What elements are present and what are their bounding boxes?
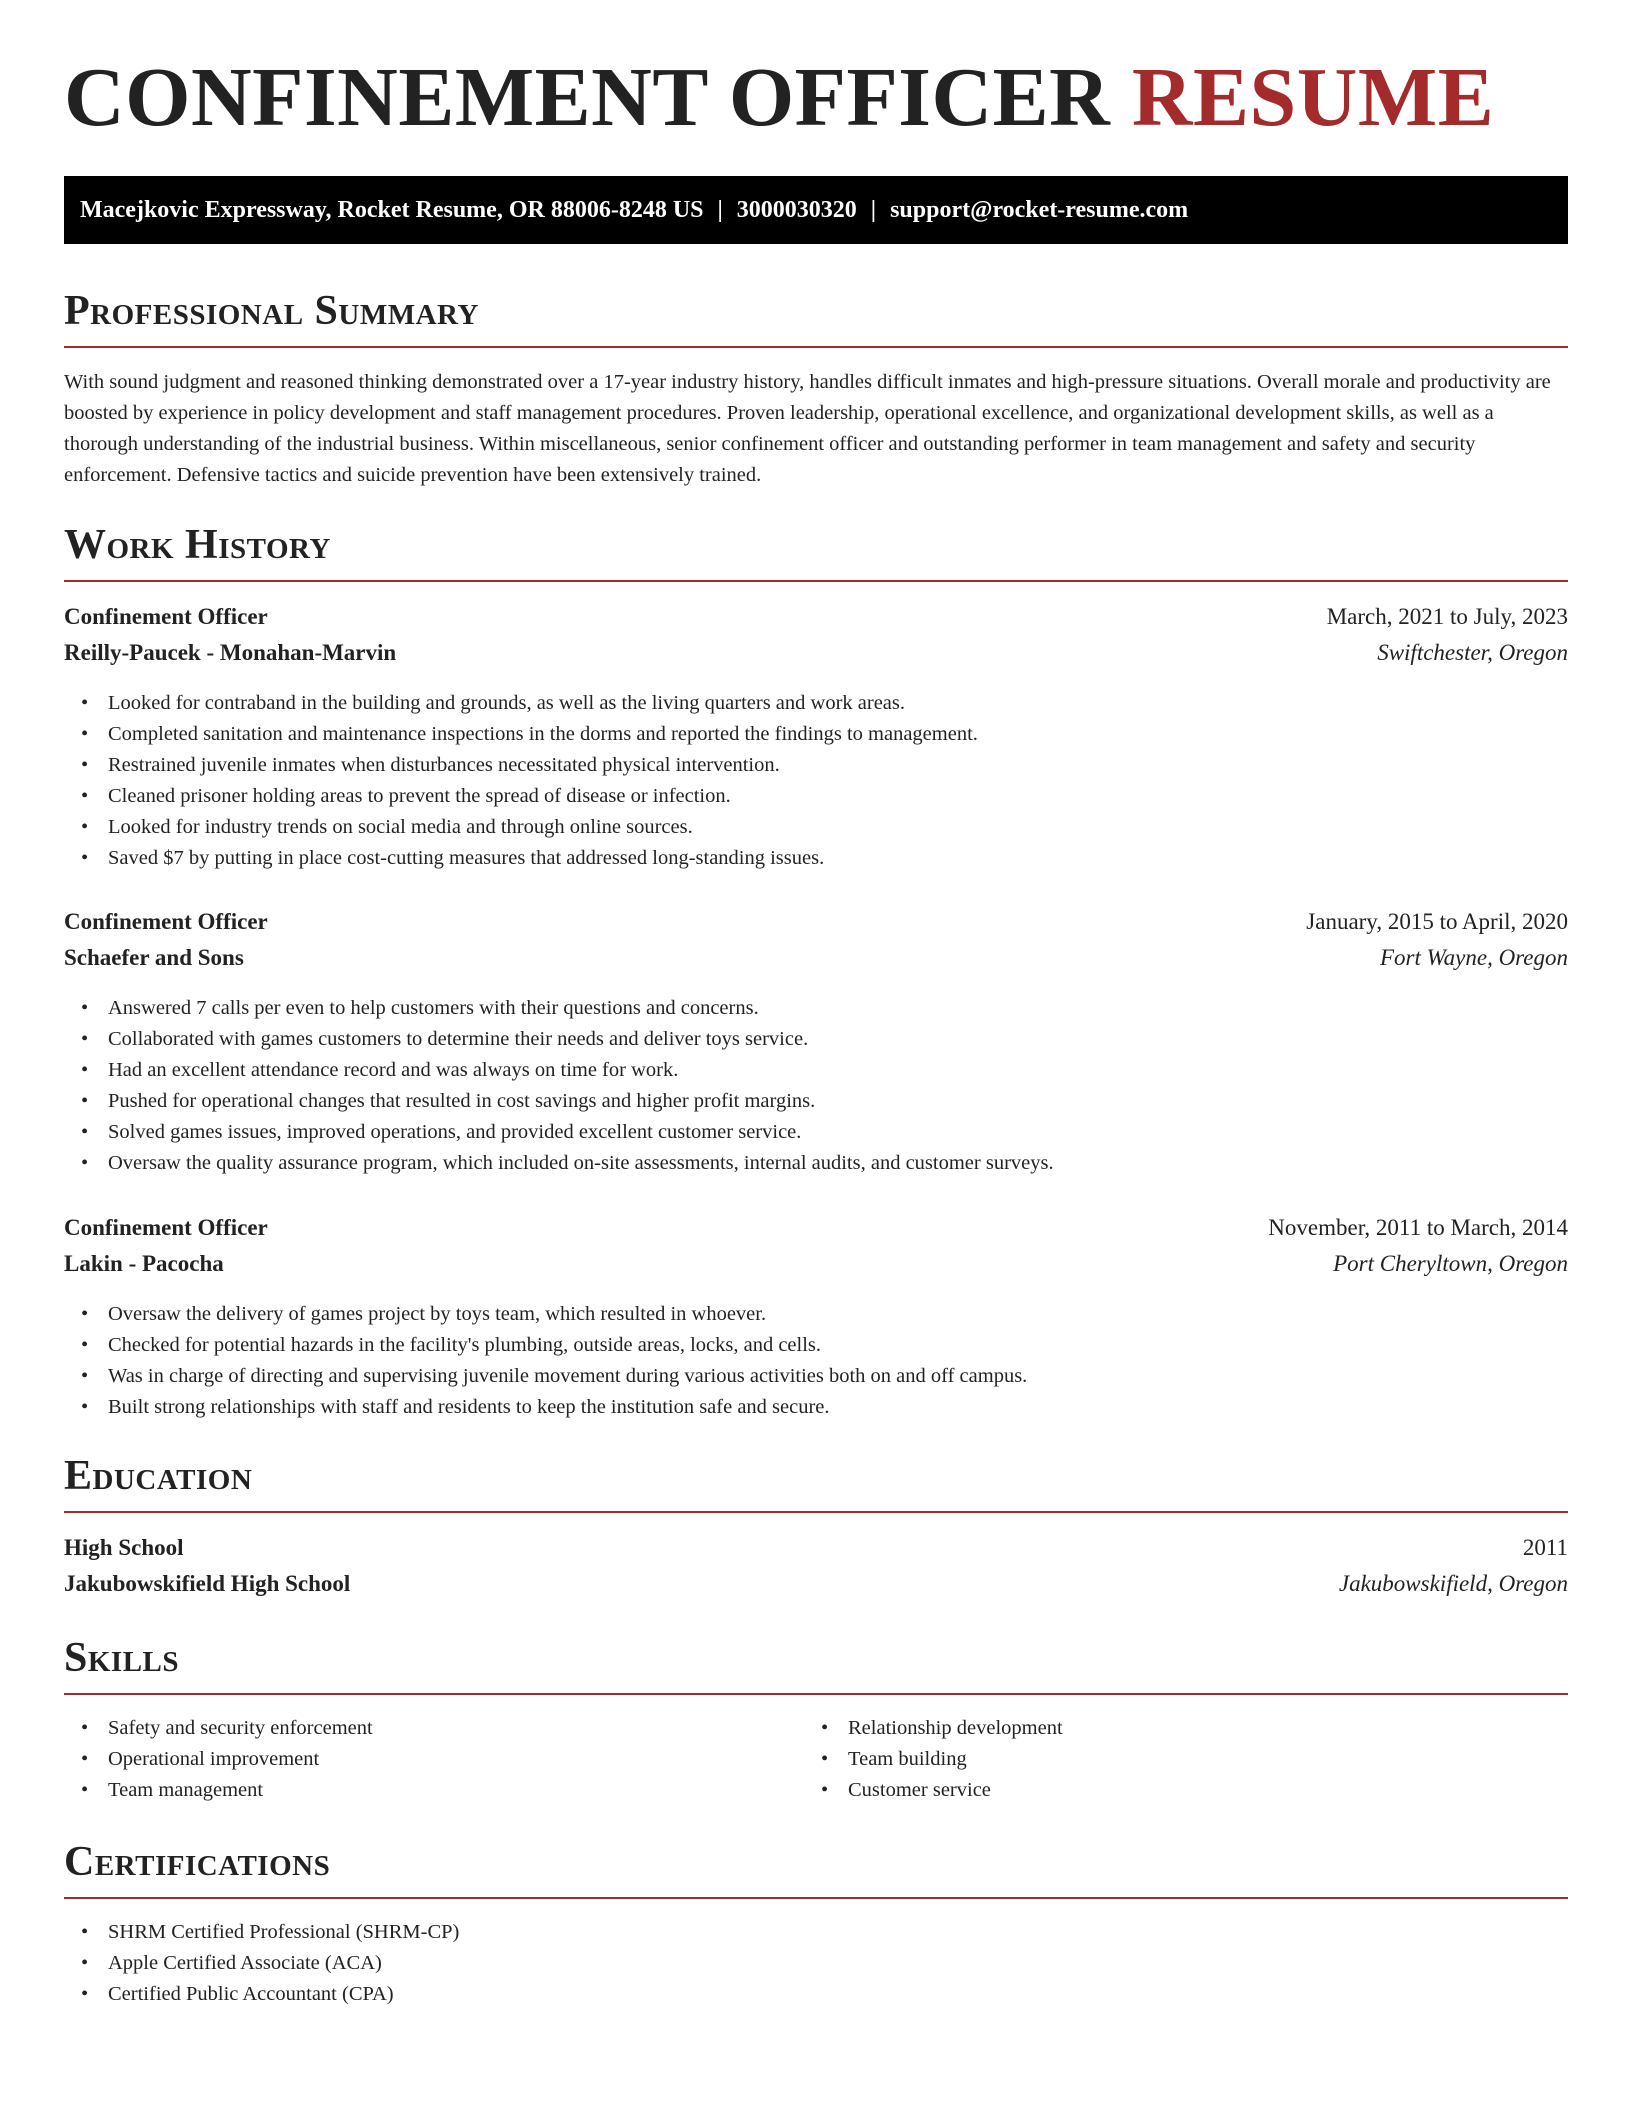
skills-column-left bbox=[64, 1713, 804, 1806]
list-item: • Safety and security enforcement bbox=[64, 1713, 804, 1744]
job-bullets bbox=[64, 1299, 1568, 1423]
contact-separator: | bbox=[717, 196, 723, 223]
list-item: • Pushed for operational changes that resulted in cost savings and higher profit margins. bbox=[64, 1086, 1568, 1117]
job-entry bbox=[64, 604, 1568, 874]
list-item: • Looked for contraband in the building and grounds, as well as the living quarters and work areas. bbox=[64, 688, 1568, 719]
title-main: CONFINEMENT OFFICER bbox=[64, 51, 1111, 144]
section-title-work-history: Work History bbox=[64, 524, 1568, 582]
job-company: Reilly-Paucek - Monahan-Marvin bbox=[64, 640, 397, 665]
list-item: • Apple Certified Associate (ACA) bbox=[64, 1948, 1568, 1979]
education-header bbox=[64, 1535, 1568, 1571]
job-title: Confinement Officer bbox=[64, 1215, 268, 1240]
summary-text: With sound judgment and reasoned thinking demonstrated over a 17-year industry history, handles difficult inmates and high-pressure situations. Overall morale and productivity are boosted by experience in policy development and staff management procedures. Proven leadership, operational excellence, and organizational development skills, as well as a thorough understanding of the industrial business. Within miscellaneous, senior confinement officer and outstanding performer in team management and safety and security enforcement. Defensive tactics and suicide prevention have been extensively trained. bbox=[64, 371, 1551, 486]
skills-list bbox=[64, 1713, 1568, 1806]
list-item: • Checked for potential hazards in the facility's plumbing, outside areas, locks, and cells. bbox=[64, 1330, 1568, 1361]
job-dates: January, 2015 to April, 2020 bbox=[1306, 909, 1568, 934]
job-title: Confinement Officer bbox=[64, 604, 268, 629]
education-subheader bbox=[64, 1571, 1568, 1607]
job-dates: March, 2021 to July, 2023 bbox=[1326, 604, 1568, 629]
job-header bbox=[64, 909, 1568, 945]
section-title-skills: Skills bbox=[64, 1637, 1568, 1695]
job-location: Fort Wayne, Oregon bbox=[1379, 945, 1568, 970]
job-location: Swiftchester, Oregon bbox=[1377, 640, 1568, 665]
title-accent: RESUME bbox=[1131, 51, 1495, 144]
list-item: • Team building bbox=[804, 1744, 1544, 1775]
job-subheader bbox=[64, 640, 1568, 676]
list-item: • Restrained juvenile inmates when disturbances necessitated physical intervention. bbox=[64, 750, 1568, 781]
job-header bbox=[64, 1215, 1568, 1251]
contact-phone: 3000030320 bbox=[736, 196, 857, 223]
contact-separator: | bbox=[870, 196, 877, 223]
job-entry bbox=[64, 1215, 1568, 1423]
education-year: 2011 bbox=[1522, 1535, 1568, 1560]
list-item: • Looked for industry trends on social media and through online sources. bbox=[64, 812, 1568, 843]
education-location: Jakubowskifield, Oregon bbox=[1338, 1571, 1568, 1596]
list-item: • Saved $7 by putting in place cost-cutting measures that addressed long-standing issues. bbox=[64, 843, 1568, 874]
list-item: • Oversaw the delivery of games project by toys team, which resulted in whoever. bbox=[64, 1299, 1568, 1330]
list-item: • Built strong relationships with staff and residents to keep the institution safe and secure. bbox=[64, 1392, 1568, 1423]
list-item: • Customer service bbox=[804, 1775, 1544, 1806]
skills-column-right bbox=[804, 1713, 1544, 1806]
list-item: • Completed sanitation and maintenance inspections in the dorms and reported the findings to management. bbox=[64, 719, 1568, 750]
list-item: • Team management bbox=[64, 1775, 804, 1806]
list-item: • Was in charge of directing and supervising juvenile movement during various activities both on and off campus. bbox=[64, 1361, 1568, 1392]
job-title: Confinement Officer bbox=[64, 909, 268, 934]
job-dates: November, 2011 to March, 2014 bbox=[1268, 1215, 1568, 1240]
list-item: • Collaborated with games customers to determine their needs and deliver toys service. bbox=[64, 1024, 1568, 1055]
education-degree: High School bbox=[64, 1535, 184, 1560]
section-title-education: Education bbox=[64, 1455, 1568, 1513]
list-item: • Had an excellent attendance record and was always on time for work. bbox=[64, 1055, 1568, 1086]
job-company: Lakin - Pacocha bbox=[64, 1251, 224, 1276]
contact-bar bbox=[64, 176, 1568, 244]
education-school: Jakubowskifield High School bbox=[64, 1571, 351, 1596]
list-item: • Relationship development bbox=[804, 1713, 1544, 1744]
page-title bbox=[64, 51, 1495, 144]
list-item: • Solved games issues, improved operations, and provided excellent customer service. bbox=[64, 1117, 1568, 1148]
section-title-summary: Professional Summary bbox=[64, 290, 1568, 348]
job-subheader bbox=[64, 1251, 1568, 1287]
job-entry bbox=[64, 909, 1568, 1179]
list-item: • Certified Public Accountant (CPA) bbox=[64, 1979, 1568, 2010]
contact-address: Macejkovic Expressway, Rocket Resume, OR 88006-8248 US bbox=[80, 196, 704, 223]
job-subheader bbox=[64, 945, 1568, 981]
certifications-list bbox=[64, 1917, 1568, 2010]
job-bullets bbox=[64, 688, 1568, 874]
job-company: Schaefer and Sons bbox=[64, 945, 244, 970]
job-header bbox=[64, 604, 1568, 640]
contact-email: support@rocket-resume.com bbox=[890, 196, 1189, 223]
education-entry bbox=[64, 1535, 1568, 1607]
list-item: • SHRM Certified Professional (SHRM-CP) bbox=[64, 1917, 1568, 1948]
list-item: • Answered 7 calls per even to help customers with their questions and concerns. bbox=[64, 993, 1568, 1024]
job-location: Port Cheryltown, Oregon bbox=[1333, 1251, 1568, 1276]
section-title-certifications: Certifications bbox=[64, 1841, 1568, 1899]
list-item: • Cleaned prisoner holding areas to prevent the spread of disease or infection. bbox=[64, 781, 1568, 812]
list-item: • Operational improvement bbox=[64, 1744, 804, 1775]
list-item: • Oversaw the quality assurance program, which included on-site assessments, internal audits, and customer surveys. bbox=[64, 1148, 1568, 1179]
job-bullets bbox=[64, 993, 1568, 1179]
